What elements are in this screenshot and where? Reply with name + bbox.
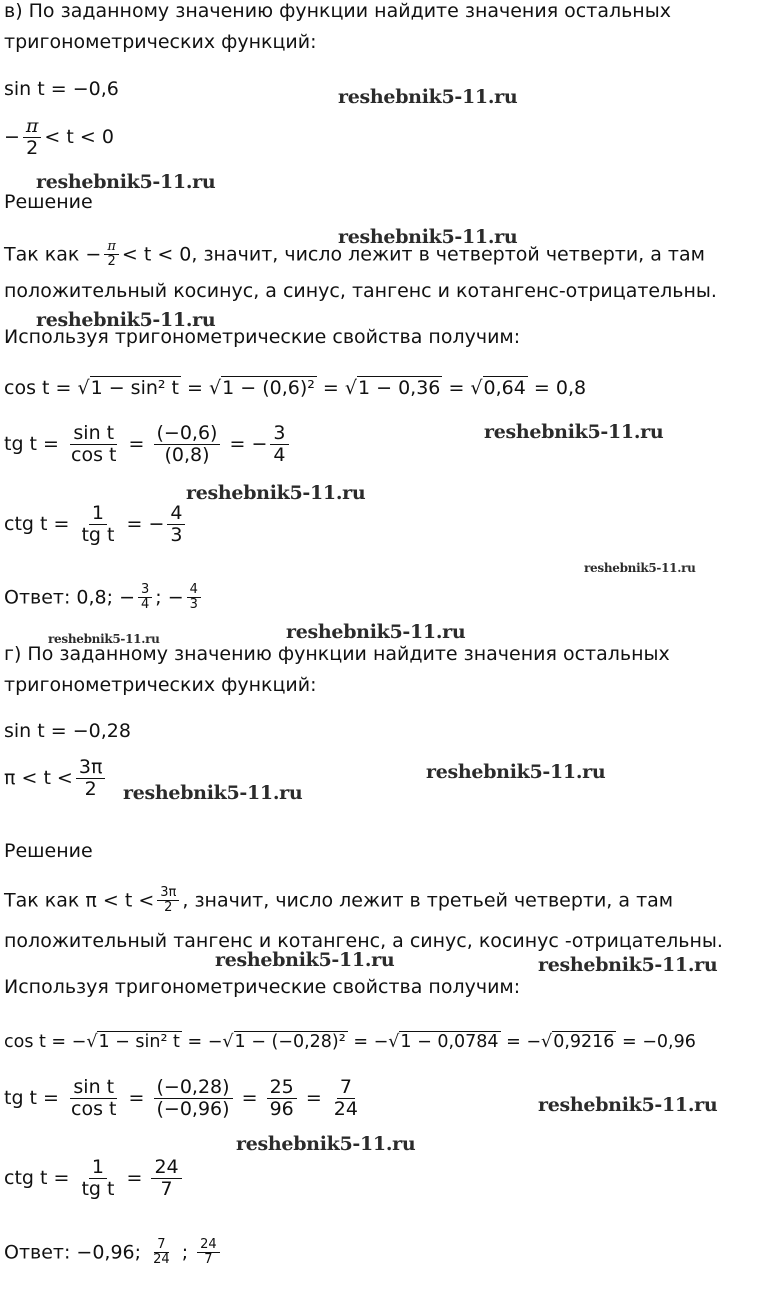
part-v-cos-formula [4,376,586,400]
ctg-f2-den: 7 [160,1177,173,1200]
ctg-f2-num: 24 [151,1157,181,1179]
part-v-ctg-formula [4,503,188,546]
ctg-f1-num: 1 [89,503,107,525]
text-den: 2 [164,900,173,916]
watermark: reshebnik5-11.ru [584,561,696,575]
tg-fraction-4 [331,1077,361,1120]
watermark: reshebnik5-11.ru [186,482,366,504]
answer-fraction-1 [138,583,152,613]
ctg-eq: = − [126,512,165,535]
ctg-fraction-1 [78,503,117,546]
range-left: π < t < [4,766,73,789]
cos-radicand-1: 1 − sin² t [90,377,179,399]
answer-fraction-2 [197,1238,220,1268]
text-start: Так как − [4,243,102,266]
cos-radicand-2: 1 − (0,6)² [222,377,315,399]
ctg-fraction-2 [167,503,185,546]
answer-fraction-1 [150,1238,173,1268]
ans-f2-num: 4 [187,583,201,598]
ctg-fraction-2 [151,1157,181,1200]
part-v-tg-formula [4,423,292,466]
cos-eq-1: = √ [187,377,222,399]
watermark: reshebnik5-11.ru [484,421,664,443]
watermark: reshebnik5-11.ru [338,226,518,248]
part-g-ctg-formula [4,1157,185,1200]
cos-radicand-3: 1 − 0,0784 [400,1032,499,1052]
part-v-solution-label: Решение [4,191,93,213]
part-g-cos-formula [4,1031,696,1053]
cos-radicand-1: 1 − sin² t [98,1032,180,1052]
tg-f3-num: 25 [267,1077,297,1099]
text-den: 2 [107,254,116,270]
tg-label: tg t = [4,1086,59,1109]
text-num: π [104,240,119,255]
tg-eq-2: = − [229,432,268,455]
part-g-tg-formula [4,1077,364,1120]
range-fraction [76,757,106,800]
tg-f1-num: sin t [70,1077,117,1099]
tg-f1-den: cos t [71,443,117,466]
part-v-text-line3: Используя тригонометрические свойства получим: [4,326,521,348]
watermark: reshebnik5-11.ru [215,949,395,971]
cos-start: cos t = √ [4,377,90,399]
part-g-given-sin: sin t = −0,28 [4,720,131,742]
watermark: reshebnik5-11.ru [538,954,718,976]
range-rest: < t < 0 [44,125,114,148]
ans-f1-num: 7 [154,1238,168,1253]
tg-f4-den: 24 [333,1097,358,1120]
cos-result: = 0,8 [533,377,587,399]
cos-radicand-4: 0,64 [483,377,526,399]
cos-eq-2: = √ [322,377,357,399]
part-g-text-line1 [4,886,673,916]
part-v-given-range [4,116,114,159]
watermark: reshebnik5-11.ru [236,1133,416,1155]
tg-f2-den: (0,8) [164,443,210,466]
ans-f1-num: 3 [138,583,152,598]
ctg-f1-den: tg t [81,523,115,546]
tg-eq-3: = [305,1086,322,1109]
text-rest: , значит, число лежит в третьей четверти, а там [182,889,674,912]
ans-f2-den: 3 [189,597,198,613]
tg-f2-den: (−0,96) [156,1097,230,1120]
ctg-fraction-1 [78,1157,117,1200]
part-v-title-line1: в) По заданному значению функции найдите значения остальных [4,0,671,22]
watermark: reshebnik5-11.ru [338,86,518,108]
part-v-text-line2: положительный косинус, а синус, тангенс и котангенс-отрицательны. [4,280,717,302]
text-rest: < t < 0, значит, число лежит в четвертой четверти, а там [121,243,705,266]
ctg-f1-den: tg t [81,1177,115,1200]
ctg-f2-num: 4 [167,503,185,525]
tg-f3-num: 3 [270,423,288,445]
ctg-label: ctg t = [4,512,70,535]
ctg-f1-num: 1 [89,1157,107,1179]
watermark: reshebnik5-11.ru [36,309,216,331]
text-num: 3π [157,886,179,901]
part-g-given-range [4,757,108,800]
range-minus: − [4,125,20,148]
watermark: reshebnik5-11.ru [48,632,160,646]
tg-f2-num: (−0,28) [154,1077,233,1099]
part-v-given-sin: sin t = −0,6 [4,78,119,100]
watermark: reshebnik5-11.ru [286,621,466,643]
part-g-answer [4,1238,223,1268]
tg-f4-num: 7 [337,1077,355,1099]
answer-fraction-2 [187,583,201,613]
cos-radicand-4: 0,9216 [553,1032,615,1052]
ctg-label: ctg t = [4,1166,70,1189]
cos-eq-3: = √ [448,377,483,399]
text-start: Так как π < t < [4,889,155,912]
tg-fraction-3 [267,1077,297,1120]
part-g-title-line1: г) По заданному значению функции найдите значения остальных [4,643,670,665]
tg-eq-1: = [128,1086,145,1109]
watermark: reshebnik5-11.ru [36,171,216,193]
tg-f1-num: sin t [70,423,117,445]
cos-eq-2: = −√ [353,1032,400,1052]
text-fraction [157,886,179,916]
tg-f2-num: (−0,6) [154,423,221,445]
tg-fraction-2 [154,423,221,466]
part-g-text-line3: Используя тригонометрические свойства получим: [4,976,521,998]
tg-f3-den: 96 [269,1097,294,1120]
answer-sep: ; [181,1241,189,1264]
watermark: reshebnik5-11.ru [538,1094,718,1116]
range-fraction [23,116,42,159]
ans-f2-num: 24 [197,1238,220,1253]
ans-f1-den: 24 [153,1252,170,1268]
part-g-text-line2: положительный тангенс и котангенс, а синус, косинус -отрицательны. [4,930,723,952]
part-v-title-line2: тригонометрических функций: [4,31,317,53]
cos-result: = −0,96 [622,1032,696,1052]
tg-fraction-1 [68,1077,119,1120]
tg-fraction-1 [68,423,119,466]
tg-f1-den: cos t [71,1097,117,1120]
part-g-title-line2: тригонометрических функций: [4,674,317,696]
range-den: 2 [26,136,39,159]
part-v-answer [4,583,204,613]
tg-f3-den: 4 [273,443,286,466]
answer-sep: ; − [155,586,184,609]
ans-f1-den: 4 [141,597,150,613]
tg-eq-2: = [241,1086,258,1109]
range-num: 3π [76,757,106,779]
cos-eq-3: = −√ [506,1032,553,1052]
watermark: reshebnik5-11.ru [123,782,303,804]
cos-radicand-2: 1 − (−0,28)² [234,1032,346,1052]
cos-start: cos t = −√ [4,1032,98,1052]
answer-label: Ответ: 0,8; − [4,586,135,609]
tg-fraction-2 [154,1077,233,1120]
tg-fraction-3 [270,423,288,466]
cos-eq-1: = −√ [187,1032,234,1052]
answer-label: Ответ: −0,96; [4,1241,142,1264]
ctg-f2-den: 3 [170,523,183,546]
watermark: reshebnik5-11.ru [426,761,606,783]
ans-f2-den: 7 [204,1252,213,1268]
range-num: π [23,116,42,138]
text-fraction [104,240,119,270]
tg-eq-1: = [128,432,145,455]
part-g-solution-label: Решение [4,840,93,862]
cos-radicand-3: 1 − 0,36 [358,377,441,399]
ctg-eq: = [126,1166,143,1189]
tg-label: tg t = [4,432,59,455]
range-den: 2 [84,777,97,800]
